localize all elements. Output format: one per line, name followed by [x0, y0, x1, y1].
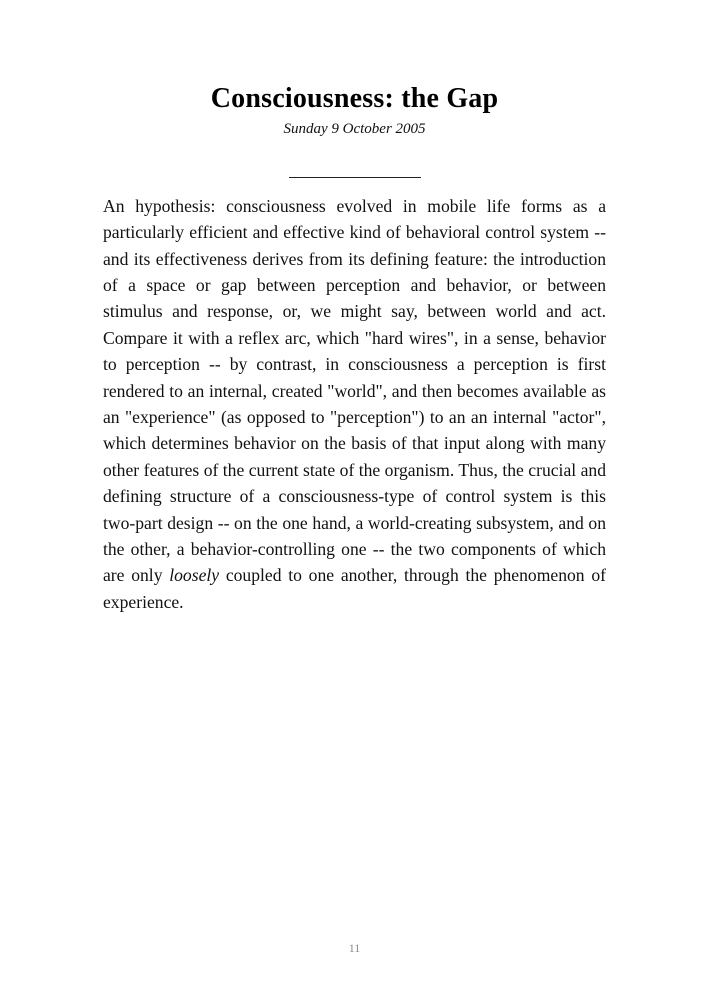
- page-number: 11: [348, 941, 361, 955]
- body-text-part1: An hypothesis: consciousness evolved in mobile life forms as a particularly efficient and effective kind of behavioral control system -- and its effectiveness derives from its defining feature: the introduction of a space or gap between perception and behavior, or between stimulus and response, or, we might say, between world and act. Compare it with a reflex arc, which "hard wires", in a sense, behavior to perception -- by contrast, in consciousness a perception is first rendered to an internal, created "world", and then becomes available as an "experience" (as opposed to "perception") to an an internal "actor", which determines behavior on the basis of that input along with many other features of the current state of the organism. Thus, the crucial and defining structure of a consciousness-type of control system is this two-part design -- on the one hand, a world-creating subsystem, and on the other, a behavior-controlling one -- the two components of which are only: [103, 195, 606, 586]
- date-subtitle: Sunday 9 October 2005: [283, 120, 426, 137]
- body-text-part2: coupled to one another, through the phenomenon of experience.: [103, 565, 606, 612]
- body-italic-word: loosely: [169, 565, 220, 586]
- page-title: Consciousness: the Gap: [210, 83, 499, 114]
- section-divider: [289, 177, 421, 178]
- body-paragraph: [103, 193, 606, 616]
